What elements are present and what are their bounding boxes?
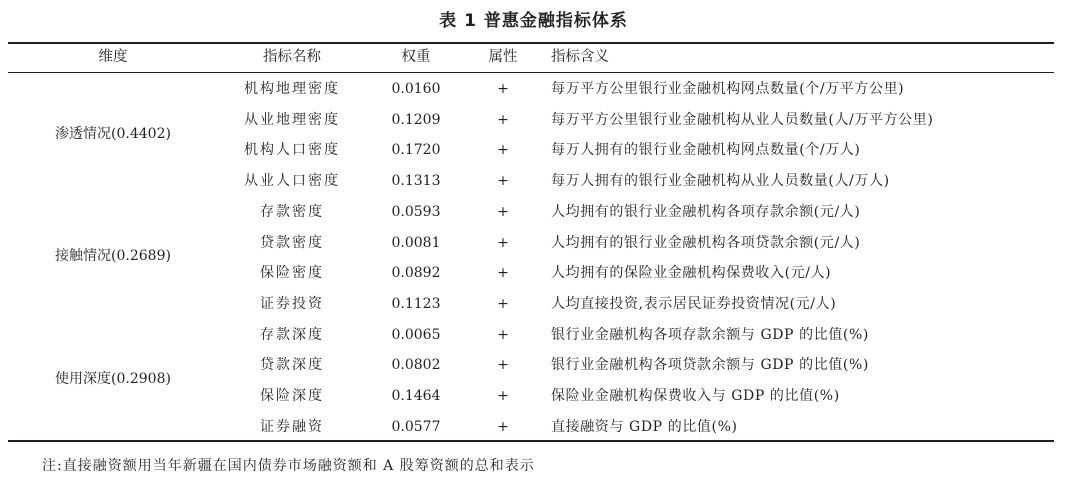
meaning-cell: 银行业金融机构各项贷款余额与 GDP 的比值(%) <box>551 357 869 373</box>
indicator-cell: 存款密度 <box>260 204 324 220</box>
meaning-cell: 人均拥有的保险业金融机构保费收入(元/人) <box>551 265 832 281</box>
weight-cell: 0.0081 <box>391 235 441 251</box>
dimension-contact: 接触情况(0.2689) <box>55 248 171 264</box>
attribute-cell: + <box>497 81 509 97</box>
top-rule <box>8 42 1054 44</box>
meaning-cell: 人均直接投资,表示居民证券投资情况(元/人) <box>551 296 837 312</box>
attribute-cell: + <box>497 265 509 281</box>
indicator-cell: 证券投资 <box>260 296 324 312</box>
indicator-cell: 保险密度 <box>260 265 324 281</box>
meaning-cell: 保险业金融机构保费收入与 GDP 的比值(%) <box>551 388 840 404</box>
attribute-cell: + <box>497 419 509 435</box>
table-note: 注:直接融资额用当年新疆在国内债券市场融资额和 A 股筹资额的总和表示 <box>42 458 535 474</box>
indicator-cell: 机构人口密度 <box>244 142 340 158</box>
weight-cell: 0.1720 <box>391 142 441 158</box>
weight-cell: 0.0892 <box>391 265 441 281</box>
attribute-cell: + <box>497 357 509 373</box>
weight-cell: 0.0065 <box>391 327 441 343</box>
weight-cell: 0.1464 <box>391 388 441 404</box>
header-meaning: 指标含义 <box>551 49 609 65</box>
attribute-cell: + <box>497 173 509 189</box>
meaning-cell: 每万平方公里银行业金融机构从业人员数量(人/万平方公里) <box>551 112 934 128</box>
dimension-penetration: 渗透情况(0.4402) <box>55 126 171 142</box>
indicator-cell: 存款深度 <box>260 327 324 343</box>
weight-cell: 0.1313 <box>391 173 441 189</box>
indicator-cell: 机构地理密度 <box>244 81 340 97</box>
weight-cell: 0.0160 <box>391 81 441 97</box>
weight-cell: 0.0802 <box>391 357 441 373</box>
meaning-cell: 直接融资与 GDP 的比值(%) <box>551 419 738 435</box>
attribute-cell: + <box>497 327 509 343</box>
indicator-cell: 保险深度 <box>260 388 324 404</box>
meaning-cell: 人均拥有的银行业金融机构各项贷款余额(元/人) <box>551 235 861 251</box>
meaning-cell: 每万人拥有的银行业金融机构网点数量(个/万人) <box>551 142 861 158</box>
indicator-cell: 从业人口密度 <box>244 173 340 189</box>
header-indicator: 指标名称 <box>263 49 321 65</box>
attribute-cell: + <box>497 235 509 251</box>
meaning-cell: 每万人拥有的银行业金融机构从业人员数量(人/万人) <box>551 173 890 189</box>
meaning-cell: 每万平方公里银行业金融机构网点数量(个/万平方公里) <box>551 81 905 97</box>
header-dimension: 维度 <box>98 49 128 65</box>
indicator-cell: 贷款密度 <box>260 235 324 251</box>
header-weight: 权重 <box>401 49 431 65</box>
bottom-rule <box>8 440 1054 442</box>
weight-cell: 0.0577 <box>391 419 441 435</box>
table-caption: 表 1 普惠金融指标体系 <box>439 11 628 31</box>
indicator-cell: 证券融资 <box>260 419 324 435</box>
attribute-cell: + <box>497 112 509 128</box>
indicator-cell: 贷款深度 <box>260 357 324 373</box>
meaning-cell: 银行业金融机构各项存款余额与 GDP 的比值(%) <box>551 327 869 343</box>
meaning-cell: 人均拥有的银行业金融机构各项存款余额(元/人) <box>551 204 861 220</box>
attribute-cell: + <box>497 296 509 312</box>
dimension-usage-depth: 使用深度(0.2908) <box>55 371 171 387</box>
attribute-cell: + <box>497 204 509 220</box>
weight-cell: 0.1123 <box>391 296 441 312</box>
attribute-cell: + <box>497 388 509 404</box>
header-attribute: 属性 <box>488 49 518 65</box>
indicator-cell: 从业地理密度 <box>244 112 340 128</box>
weight-cell: 0.0593 <box>391 204 441 220</box>
weight-cell: 0.1209 <box>391 112 441 128</box>
attribute-cell: + <box>497 142 509 158</box>
header-rule <box>8 72 1054 73</box>
